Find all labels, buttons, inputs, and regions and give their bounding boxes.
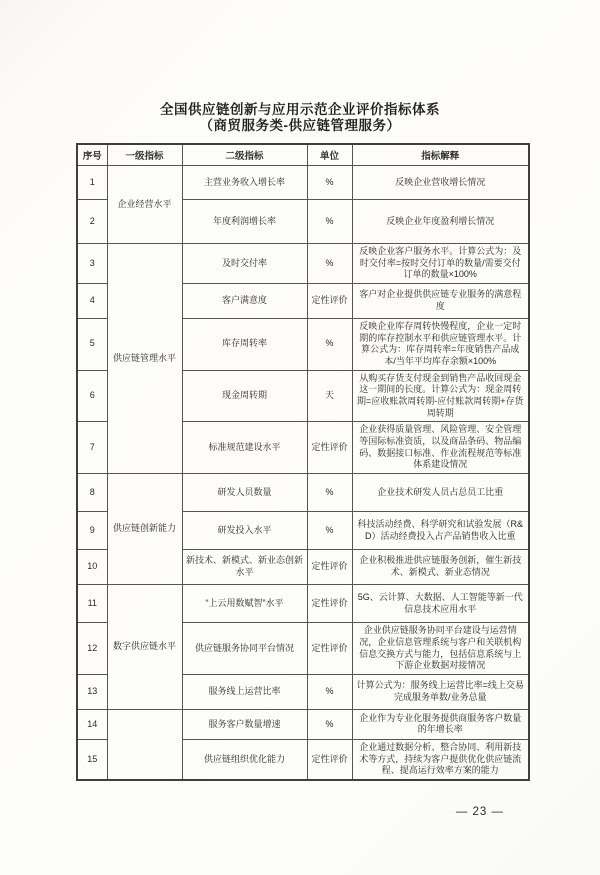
- col-header-number: 序号: [77, 144, 107, 166]
- level2-indicator: 研发投入水平: [182, 512, 307, 550]
- level2-indicator: 新技术、新模式、新业态创新水平: [182, 550, 307, 585]
- row-number: 8: [77, 474, 107, 512]
- indicator-description: 企业通过数据分析、整合协同、利用新技术等方式，持续为客户提供优化供应链流程、提高运行效率方案的能力: [352, 739, 529, 780]
- level2-indicator: 客户满意度: [182, 283, 307, 318]
- indicator-description: 企业作为专业化服务提供商服务客户数量的年增长率: [352, 709, 529, 739]
- level2-indicator: 服务客户数量增速: [182, 709, 307, 739]
- row-number: 11: [77, 585, 107, 623]
- table-header-row: [77, 144, 529, 166]
- page-number: — 23 —: [455, 806, 504, 818]
- table-row: [77, 474, 529, 512]
- table-row: [77, 165, 529, 199]
- row-number: 5: [77, 318, 107, 370]
- level2-indicator: 现金周转期: [182, 370, 307, 422]
- unit: %: [307, 318, 352, 370]
- row-number: 2: [77, 199, 107, 243]
- row-number: 10: [77, 550, 107, 585]
- level2-indicator: 研发人员数量: [182, 474, 307, 512]
- row-number: 1: [77, 165, 107, 199]
- level1-indicator: 供应链管理水平: [107, 243, 182, 473]
- level2-indicator: 供应链组织优化能力: [182, 739, 307, 780]
- level2-indicator: 标准规范建设水平: [182, 422, 307, 474]
- indicator-description: 反映企业年度盈利增长情况: [352, 199, 529, 243]
- level2-indicator: 年度利润增长率: [182, 199, 307, 243]
- row-number: 3: [77, 243, 107, 283]
- indicator-description: 从购买存货支付现金到销售产品收回现金这一期间的长度。计算公式为：现金周转期=应收账款周转期-应付账款周转期+存货周转期: [352, 370, 529, 422]
- table-row: [77, 709, 529, 739]
- unit: %: [307, 512, 352, 550]
- indicator-description: 企业供应链服务协同平台建设与运营情况，企业信息管理系统与客户和关联机构信息交换方式与能力，包括信息系统与上下游企业数据对接情况: [352, 623, 529, 675]
- row-number: 6: [77, 370, 107, 422]
- unit: 定性评价: [307, 585, 352, 623]
- indicator-description: 企业积极推进供应链服务创新，催生新技术、新模式、新业态情况: [352, 550, 529, 585]
- indicator-description: 反映企业营收增长情况: [352, 165, 529, 199]
- unit: %: [307, 165, 352, 199]
- level2-indicator: “上云用数赋智”水平: [182, 585, 307, 623]
- level1-indicator: 企业经营水平: [107, 165, 182, 243]
- level1-indicator: 数字供应链水平: [107, 585, 182, 710]
- level2-indicator: 主营业务收入增长率: [182, 165, 307, 199]
- indicator-description: 客户对企业提供供应链专业服务的满意程度: [352, 283, 529, 318]
- indicator-description: 5G、云计算、大数据、人工智能等新一代信息技术应用水平: [352, 585, 529, 623]
- table-row: [77, 585, 529, 623]
- row-number: 15: [77, 739, 107, 780]
- document-subtitle: （商贸服务类-供应链管理服务）: [199, 117, 401, 133]
- unit: %: [307, 674, 352, 709]
- row-number: 13: [77, 674, 107, 709]
- unit: 定性评价: [307, 739, 352, 780]
- col-header-level1: 一级指标: [107, 144, 182, 166]
- table-row: [77, 243, 529, 283]
- level2-indicator: 供应链服务协同平台情况: [182, 623, 307, 675]
- row-number: 9: [77, 512, 107, 550]
- unit: 定性评价: [307, 550, 352, 585]
- col-header-level2: 二级指标: [182, 144, 307, 166]
- row-number: 4: [77, 283, 107, 318]
- level1-indicator: 供应链创新能力: [107, 474, 182, 585]
- indicator-description: 科技活动经费、科学研究和试验发展（R&D）活动经费投入占产品销售收入比重: [352, 512, 529, 550]
- level2-indicator: 库存周转率: [182, 318, 307, 370]
- unit: %: [307, 199, 352, 243]
- col-header-description: 指标解释: [352, 144, 529, 166]
- unit: %: [307, 474, 352, 512]
- row-number: 14: [77, 709, 107, 739]
- row-number: 7: [77, 422, 107, 474]
- indicator-description: 企业技术研发人员占总员工比重: [352, 474, 529, 512]
- col-header-unit: 单位: [307, 144, 352, 166]
- indicator-description: 企业获得质量管理、风险管理、安全管理等国际标准资质，以及商品条码、物品编码、数据接口标准、作业流程规范等标准体系建设情况: [352, 422, 529, 474]
- unit: %: [307, 709, 352, 739]
- level2-indicator: 及时交付率: [182, 243, 307, 283]
- unit: %: [307, 243, 352, 283]
- unit: 天: [307, 370, 352, 422]
- indicator-description: 反映企业客户服务水平。计算公式为：及时交付率=按时交付订单的数量/需要交付订单的数量×100%: [352, 243, 529, 283]
- document-title-block: [0, 0, 600, 134]
- unit: 定性评价: [307, 623, 352, 675]
- level1-indicator: [107, 709, 182, 780]
- document-title: 全国供应链创新与应用示范企业评价指标体系: [160, 102, 440, 117]
- unit: 定性评价: [307, 422, 352, 474]
- level2-indicator: 服务线上运营比率: [182, 674, 307, 709]
- indicator-description: 反映企业库存周转快慢程度，企业一定时期的库存控制水平和供应链管理水平。计算公式为：库存周转率=年度销售产品成本/当年平均库存余额×100%: [352, 318, 529, 370]
- indicator-description: 计算公式为：服务线上运营比率=线上交易完成服务单数/业务总量: [352, 674, 529, 709]
- row-number: 12: [77, 623, 107, 675]
- indicator-table: [76, 143, 530, 781]
- unit: 定性评价: [307, 283, 352, 318]
